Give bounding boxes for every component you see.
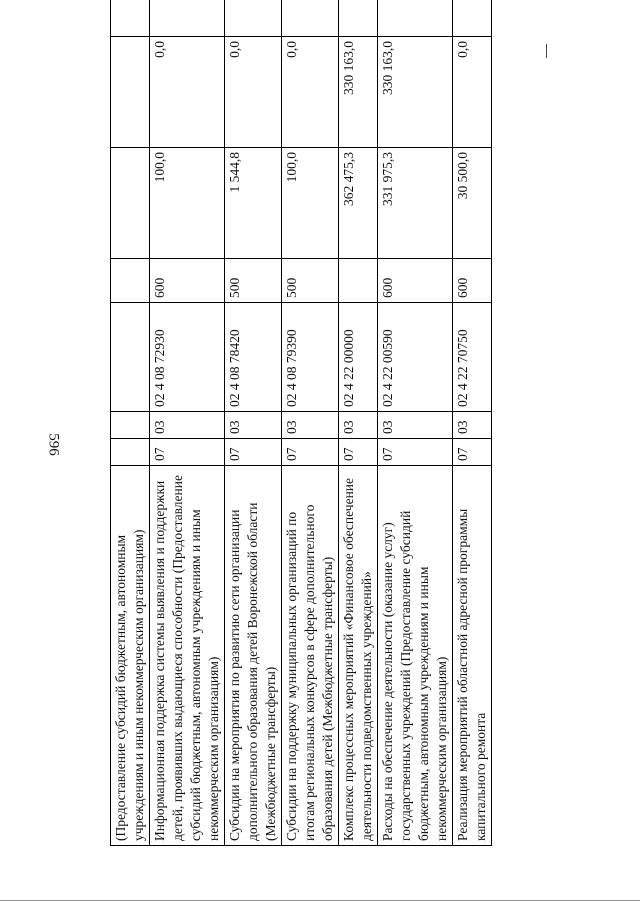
subsection-code-cell: 03 <box>150 412 225 439</box>
name-cell: (Предоставление субсидий бюджетным, автономным учреждениям и иным некоммерческим организациям) <box>111 466 150 846</box>
amount-year1-cell: 1 544,8 <box>225 148 282 259</box>
name-cell: Информационная поддержка системы выявления и поддержки детей, проявивших выдающиеся способности (Предоставление субсидий бюджетным, автономным учреждениям и иным некоммерческим организациям) <box>150 466 225 846</box>
table-row <box>225 0 282 846</box>
target-article-cell: 02 4 08 79390 <box>282 303 339 412</box>
amount-year2-cell: 0,0 <box>225 37 282 148</box>
expense-type-cell <box>111 259 150 303</box>
subsection-code-cell: 03 <box>453 412 492 439</box>
name-cell: Субсидии на мероприятия по развитию сети организации дополнительного образования детей Воронежской области (Межбюджетные трансферты) <box>225 466 282 846</box>
amount-year1-cell: 362 475,3 <box>339 148 378 259</box>
target-article-cell <box>111 303 150 412</box>
amount-year2-cell: 0,0 <box>282 37 339 148</box>
subsection-code-cell: 03 <box>339 412 378 439</box>
expense-type-cell <box>339 259 378 303</box>
amount-year2-cell <box>111 37 150 148</box>
amount-year2-cell: 330 163,0 <box>339 37 378 148</box>
amount-year3-cell <box>282 0 339 37</box>
scan-mark <box>546 44 547 58</box>
page-number: 596 <box>45 433 62 456</box>
subsection-code-cell: 03 <box>225 412 282 439</box>
expense-type-cell: 600 <box>378 259 453 303</box>
table-row <box>282 0 339 846</box>
target-article-cell: 02 4 22 00590 <box>378 303 453 412</box>
amount-year3-cell <box>150 0 225 37</box>
target-article-cell: 02 4 22 00000 <box>339 303 378 412</box>
table-row <box>150 0 225 846</box>
amount-year1-cell: 331 975,3 <box>378 148 453 259</box>
rotated-table-container <box>110 41 610 846</box>
table-row <box>453 0 492 846</box>
expense-type-cell: 500 <box>282 259 339 303</box>
amount-year3-cell <box>378 0 453 37</box>
name-cell: Комплекс процессных мероприятий «Финансовое обеспечение деятельности подведомственных учреждений» <box>339 466 378 846</box>
name-cell: Реализация мероприятий областной адресной программы капитального ремонта <box>453 466 492 846</box>
expense-type-cell: 600 <box>150 259 225 303</box>
expense-type-cell: 500 <box>225 259 282 303</box>
table-row <box>378 0 453 846</box>
target-article-cell: 02 4 08 72930 <box>150 303 225 412</box>
expense-type-cell: 600 <box>453 259 492 303</box>
subsection-code-cell: 03 <box>282 412 339 439</box>
amount-year1-cell <box>111 148 150 259</box>
amount-year1-cell: 30 500,0 <box>453 148 492 259</box>
subsection-code-cell <box>111 412 150 439</box>
amount-year3-cell <box>453 0 492 37</box>
amount-year3-cell <box>339 0 378 37</box>
amount-year2-cell: 0,0 <box>150 37 225 148</box>
target-article-cell: 02 4 22 70750 <box>453 303 492 412</box>
section-code-cell: 07 <box>339 439 378 466</box>
section-code-cell: 07 <box>282 439 339 466</box>
amount-year2-cell: 0,0 <box>453 37 492 148</box>
name-cell: Расходы на обеспечение деятельности (оказание услуг) государственных учреждений (Предоставление субсидий бюджетным, автономным учреждениям и иным некоммерческим организациям) <box>378 466 453 846</box>
name-cell: Субсидии на поддержку муниципальных организаций по итогам региональных конкурсов в сфере дополнительного образования детей (Межбюджетные трансферты) <box>282 466 339 846</box>
table-row <box>339 0 378 846</box>
budget-table <box>110 0 492 846</box>
amount-year1-cell: 100,0 <box>150 148 225 259</box>
scan-edge <box>0 900 640 901</box>
section-code-cell <box>111 439 150 466</box>
amount-year3-cell <box>111 0 150 37</box>
amount-year2-cell: 330 163,0 <box>378 37 453 148</box>
amount-year1-cell: 100,0 <box>282 148 339 259</box>
section-code-cell: 07 <box>225 439 282 466</box>
table-row <box>111 0 150 846</box>
amount-year3-cell <box>225 0 282 37</box>
section-code-cell: 07 <box>453 439 492 466</box>
target-article-cell: 02 4 08 78420 <box>225 303 282 412</box>
subsection-code-cell: 03 <box>378 412 453 439</box>
section-code-cell: 07 <box>150 439 225 466</box>
section-code-cell: 07 <box>378 439 453 466</box>
